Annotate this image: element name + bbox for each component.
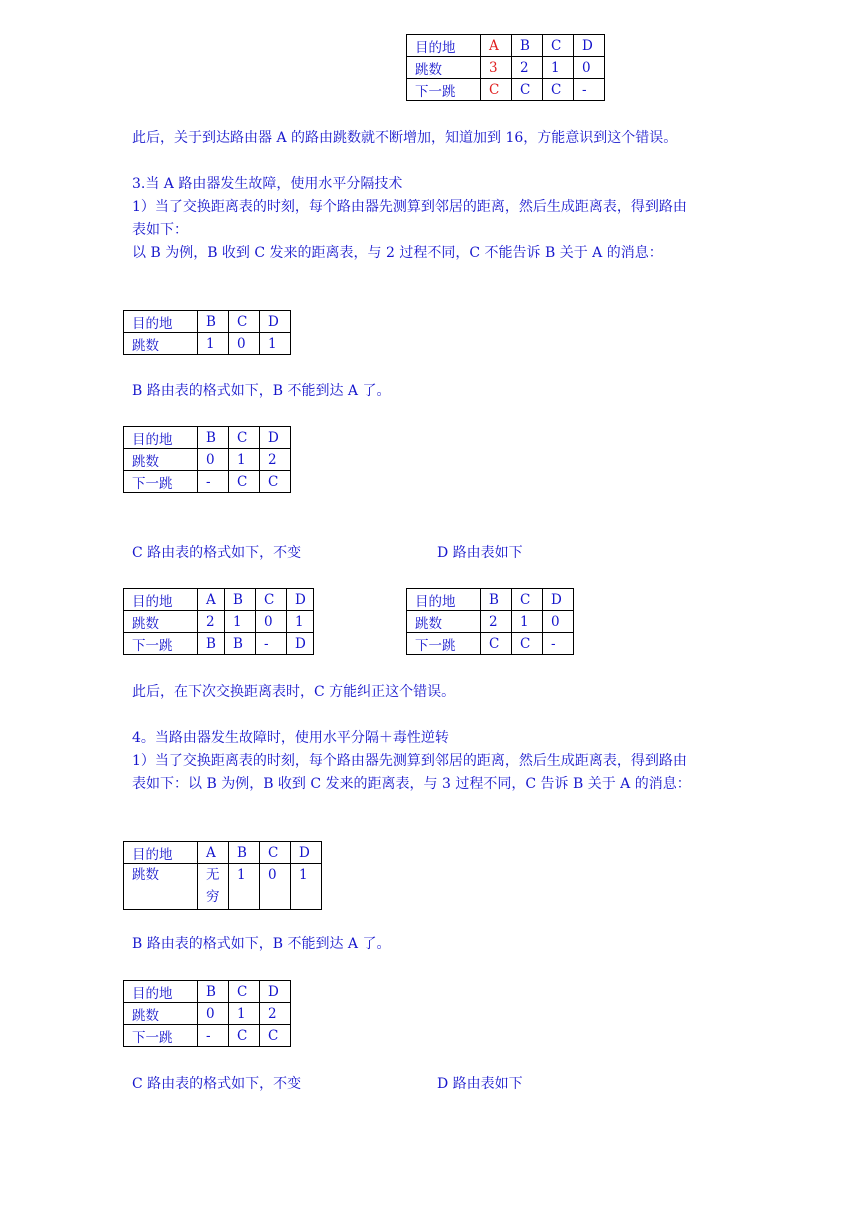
table-cell: 1 — [198, 333, 229, 355]
paragraph: B 路由表的格式如下，B 不能到达 A 了。 — [132, 383, 391, 399]
table-row — [407, 79, 605, 101]
paragraph: D 路由表如下 — [437, 545, 523, 561]
table-row — [124, 1025, 291, 1047]
table-cell: 2 — [260, 1003, 291, 1025]
table-cell: 跳数 — [124, 864, 198, 910]
table-cell: 0 — [260, 864, 291, 910]
table-cell: C — [512, 633, 543, 655]
table-cell: D — [260, 311, 291, 333]
table-cell: 3 — [481, 57, 512, 79]
table-row — [124, 471, 291, 493]
table-cell: A — [481, 35, 512, 57]
paragraph: 1）当了交换距离表的时刻，每个路由器先测算到邻居的距离，然后生成距离表，得到路由 — [132, 753, 687, 769]
table-cell: B — [198, 311, 229, 333]
table-cell: D — [287, 633, 314, 655]
table-row — [124, 333, 291, 355]
table-cell: B — [198, 633, 225, 655]
table-cell: C — [260, 1025, 291, 1047]
table-row — [124, 633, 314, 655]
table-cell: - — [574, 79, 605, 101]
table-cell: 0 — [229, 333, 260, 355]
table-row — [407, 35, 605, 57]
table-row — [124, 449, 291, 471]
routing-table-4 — [123, 588, 314, 655]
table-cell: C — [229, 471, 260, 493]
table-cell: 1 — [229, 449, 260, 471]
table-cell: C — [229, 981, 260, 1003]
table-cell: 0 — [198, 449, 229, 471]
routing-table-5 — [406, 588, 574, 655]
table-cell: C — [481, 79, 512, 101]
routing-table-6 — [123, 841, 322, 910]
table-cell: B — [512, 35, 543, 57]
table-row — [124, 311, 291, 333]
table-row — [124, 611, 314, 633]
table-cell: 目的地 — [124, 842, 198, 864]
table-cell: D — [574, 35, 605, 57]
table-cell: D — [543, 589, 574, 611]
table-cell: C — [229, 1025, 260, 1047]
table-cell: 1 — [225, 611, 256, 633]
table-row — [124, 864, 322, 910]
table-cell: 下一跳 — [407, 79, 481, 101]
table-cell: C — [543, 35, 574, 57]
table-cell: B — [198, 427, 229, 449]
table-row — [124, 427, 291, 449]
table-cell: - — [543, 633, 574, 655]
routing-table-2 — [123, 310, 291, 355]
table-cell: C — [229, 311, 260, 333]
table-cell: 跳数 — [124, 611, 198, 633]
table-cell: 2 — [481, 611, 512, 633]
table-cell: 2 — [260, 449, 291, 471]
table-row — [407, 57, 605, 79]
paragraph: D 路由表如下 — [437, 1076, 523, 1092]
routing-table-1 — [406, 34, 605, 101]
table-cell: C — [229, 427, 260, 449]
section-heading: 4。当路由器发生故障时，使用水平分隔＋毒性逆转 — [132, 730, 449, 746]
table-cell: - — [198, 1025, 229, 1047]
routing-table-3 — [123, 426, 291, 493]
paragraph: B 路由表的格式如下，B 不能到达 A 了。 — [132, 936, 391, 952]
paragraph: 1）当了交换距离表的时刻，每个路由器先测算到邻居的距离，然后生成距离表，得到路由 — [132, 199, 687, 215]
table-cell: 跳数 — [407, 57, 481, 79]
table-cell: C — [543, 79, 574, 101]
table-cell: 1 — [291, 864, 322, 910]
paragraph: 表如下： — [132, 222, 188, 238]
table-cell: C — [512, 79, 543, 101]
table-cell: B — [198, 981, 229, 1003]
table-cell: B — [229, 842, 260, 864]
table-cell: C — [260, 471, 291, 493]
table-cell: 1 — [543, 57, 574, 79]
table-cell: C — [481, 633, 512, 655]
table-cell: 目的地 — [124, 981, 198, 1003]
paragraph: C 路由表的格式如下，不变 — [132, 1076, 302, 1092]
table-row — [124, 842, 322, 864]
table-cell: C — [256, 589, 287, 611]
table-cell: 下一跳 — [124, 633, 198, 655]
cell-text-line-1: 无 — [206, 867, 220, 883]
table-row — [124, 981, 291, 1003]
table-cell: D — [260, 981, 291, 1003]
table-cell: 目的地 — [124, 589, 198, 611]
paragraph: C 路由表的格式如下，不变 — [132, 545, 302, 561]
table-cell: 下一跳 — [407, 633, 481, 655]
paragraph: 此后，关于到达路由器 A 的路由跳数就不断增加，知道加到 16，方能意识到这个错误。 — [132, 130, 678, 146]
table-cell: C — [260, 842, 291, 864]
table-cell: B — [481, 589, 512, 611]
table-cell: D — [287, 589, 314, 611]
routing-table-7 — [123, 980, 291, 1047]
table-cell: B — [225, 633, 256, 655]
table-cell: 1 — [229, 864, 260, 910]
table-row — [124, 1003, 291, 1025]
cell-text-line-2: 穷 — [206, 889, 220, 905]
table-cell: - — [198, 471, 229, 493]
table-cell: C — [512, 589, 543, 611]
table-cell: 1 — [229, 1003, 260, 1025]
table-cell: 0 — [543, 611, 574, 633]
table-cell: 2 — [198, 611, 225, 633]
section-heading: 3.当 A 路由器发生故障，使用水平分隔技术 — [132, 176, 403, 192]
table-cell: 目的地 — [407, 35, 481, 57]
paragraph: 表如下：以 B 为例，B 收到 C 发来的距离表，与 3 过程不同，C 告诉 B 关于 A 的消息： — [132, 776, 691, 792]
paragraph: 以 B 为例，B 收到 C 发来的距离表，与 2 过程不同，C 不能告诉 B 关于 A 的消息： — [132, 245, 663, 261]
table-row — [407, 589, 574, 611]
table-cell: 目的地 — [124, 311, 198, 333]
table-cell: D — [260, 427, 291, 449]
table-cell — [198, 864, 229, 910]
table-row — [407, 633, 574, 655]
table-cell: 跳数 — [124, 1003, 198, 1025]
table-cell: 跳数 — [407, 611, 481, 633]
table-cell: 2 — [512, 57, 543, 79]
table-cell: 1 — [512, 611, 543, 633]
table-cell: 0 — [574, 57, 605, 79]
table-cell: D — [291, 842, 322, 864]
table-cell: 跳数 — [124, 333, 198, 355]
table-cell: 0 — [198, 1003, 229, 1025]
table-cell: A — [198, 589, 225, 611]
table-cell: 1 — [287, 611, 314, 633]
table-cell: 1 — [260, 333, 291, 355]
paragraph: 此后，在下次交换距离表时，C 方能纠正这个错误。 — [132, 684, 456, 700]
table-cell: A — [198, 842, 229, 864]
table-row — [407, 611, 574, 633]
table-cell: 跳数 — [124, 449, 198, 471]
table-row — [124, 589, 314, 611]
table-cell: - — [256, 633, 287, 655]
table-cell: 目的地 — [407, 589, 481, 611]
table-cell: B — [225, 589, 256, 611]
table-cell: 0 — [256, 611, 287, 633]
table-cell: 目的地 — [124, 427, 198, 449]
table-cell: 下一跳 — [124, 471, 198, 493]
table-cell: 下一跳 — [124, 1025, 198, 1047]
